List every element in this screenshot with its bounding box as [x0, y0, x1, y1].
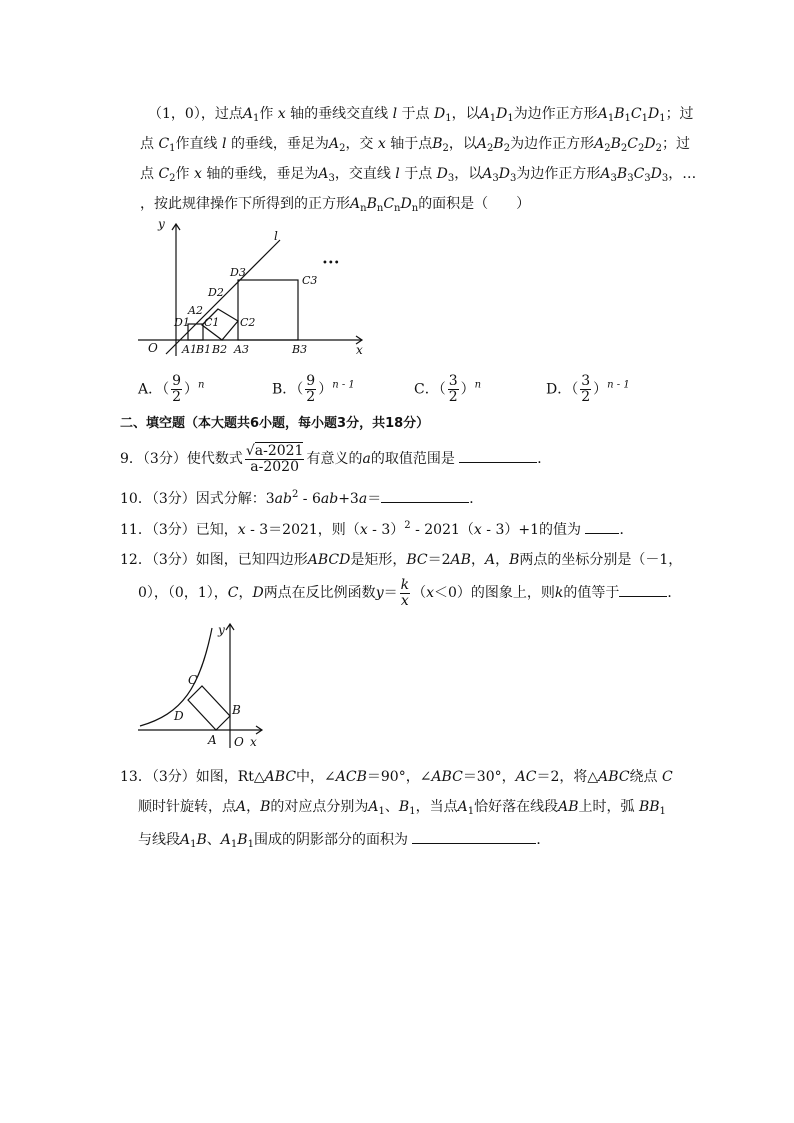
q9-fraction: $\frac{√a-2021}{a-2020}$: [245, 442, 304, 475]
label-B1: B1: [196, 343, 212, 356]
label-l: l: [274, 229, 278, 243]
label-C1: C1: [204, 316, 220, 329]
label-B: B: [232, 703, 241, 717]
question-13-line-2: 顺时针旋转，点A，B的对应点分别为$A_1$、$B_1$，当点$A_1$恰好落在线段AB上时，弧 $BB_1$: [138, 799, 666, 817]
question-12-line-2: 0），（0，1），C，D两点在反比例函数y＝ $\frac{k}{x}$ （x＜0）的图象上，则k的值等于 ．: [138, 576, 682, 609]
label-y: y: [218, 623, 225, 637]
question-11: 11．（3分）已知，x - 3＝2021，则（x - 3）$^2$ - 2021（x - 3）+1的值为 ．: [120, 520, 634, 538]
label-O: O: [148, 341, 158, 355]
question-10: 10．（3分）因式分解：$3ab^2 - 6ab+3a=$ ．: [120, 489, 484, 507]
label-A1: A1: [182, 343, 197, 356]
label-C3: C3: [302, 274, 318, 287]
label-D3: D3: [230, 266, 246, 279]
intro-line-1: （1，0），过点$A_1$作 x 轴的垂线交直线 l 于点 $D_1$，以$A_1D_1$为边作正方形$A_1B_1C_1D_1$；过: [148, 106, 694, 124]
hyperbola-figure: [132, 618, 272, 752]
label-A2: A2: [188, 304, 203, 317]
q11-answer-blank[interactable]: [585, 519, 619, 534]
option-b[interactable]: B．（ $\frac{9}{2}$ ）$^{n - 1}$: [272, 373, 355, 405]
question-12-line-1: 12．（3分）如图，已知四边形ABCD是矩形，BC＝2AB，A，B两点的坐标分别是（－1，: [120, 552, 683, 568]
question-13-line-3: 与线段$A_1B$、$A_1B_1$围成的阴影部分的面积为 ．: [138, 829, 550, 850]
label-D1: D1: [174, 316, 190, 329]
label-B3: B3: [292, 343, 308, 356]
section-2-title: 二、填空题（本大题共6小题，每小题3分，共18分）: [120, 416, 430, 431]
q12-answer-blank[interactable]: [619, 582, 667, 597]
label-O: O: [234, 735, 244, 749]
option-c[interactable]: C．（ $\frac{3}{2}$ ）$^n$: [414, 373, 482, 405]
label-x: x: [250, 735, 257, 749]
intro-line-2: 点 $C_1$作直线 l 的垂线，垂足为$A_2$，交 x 轴于点$B_2$，以$A_2B_2$为边作正方形$A_2B_2C_2D_2$；过: [140, 136, 690, 154]
rectangle-abcd: [188, 686, 230, 730]
q10-answer-blank[interactable]: [381, 488, 469, 503]
intro-line-4: ，按此规律操作下所得到的正方形$A_nB_nC_nD_n$的面积是（ ）: [140, 196, 531, 214]
label-y: y: [158, 217, 165, 231]
label-C2: C2: [240, 316, 256, 329]
label-D: D: [174, 709, 184, 723]
label-B2: B2: [212, 343, 228, 356]
label-C: C: [188, 673, 198, 687]
label-x: x: [356, 343, 363, 357]
intro-line-3: 点 $C_2$作 x 轴的垂线，垂足为$A_3$，交直线 l 于点 $D_3$，以$A_3D_3$为边作正方形$A_3B_3C_3D_3$，…: [140, 166, 697, 184]
label-A3: A3: [234, 343, 249, 356]
squares-figure: [130, 214, 380, 364]
question-9: 9．（3分）使代数式 $\frac{√a-2021}{a-2020}$ 有意义的a的取值范围是 ．: [120, 442, 552, 475]
option-a[interactable]: A．（ $\frac{9}{2}$ ）$^n$: [138, 373, 205, 405]
question-13-line-1: 13．（3分）如图，Rt△ABC中，∠ACB＝90°，∠ABC＝30°，AC＝2，将△ABC绕点 C: [120, 769, 673, 785]
option-d[interactable]: D．（ $\frac{3}{2}$ ）$^{n - 1}$: [546, 373, 630, 405]
label-dots: •••: [322, 258, 340, 269]
q13-answer-blank[interactable]: [412, 829, 536, 844]
square-3: [238, 280, 298, 340]
label-D2: D2: [208, 286, 224, 299]
q9-answer-blank[interactable]: [459, 448, 537, 463]
label-A: A: [208, 733, 217, 747]
square-1: [188, 324, 203, 340]
